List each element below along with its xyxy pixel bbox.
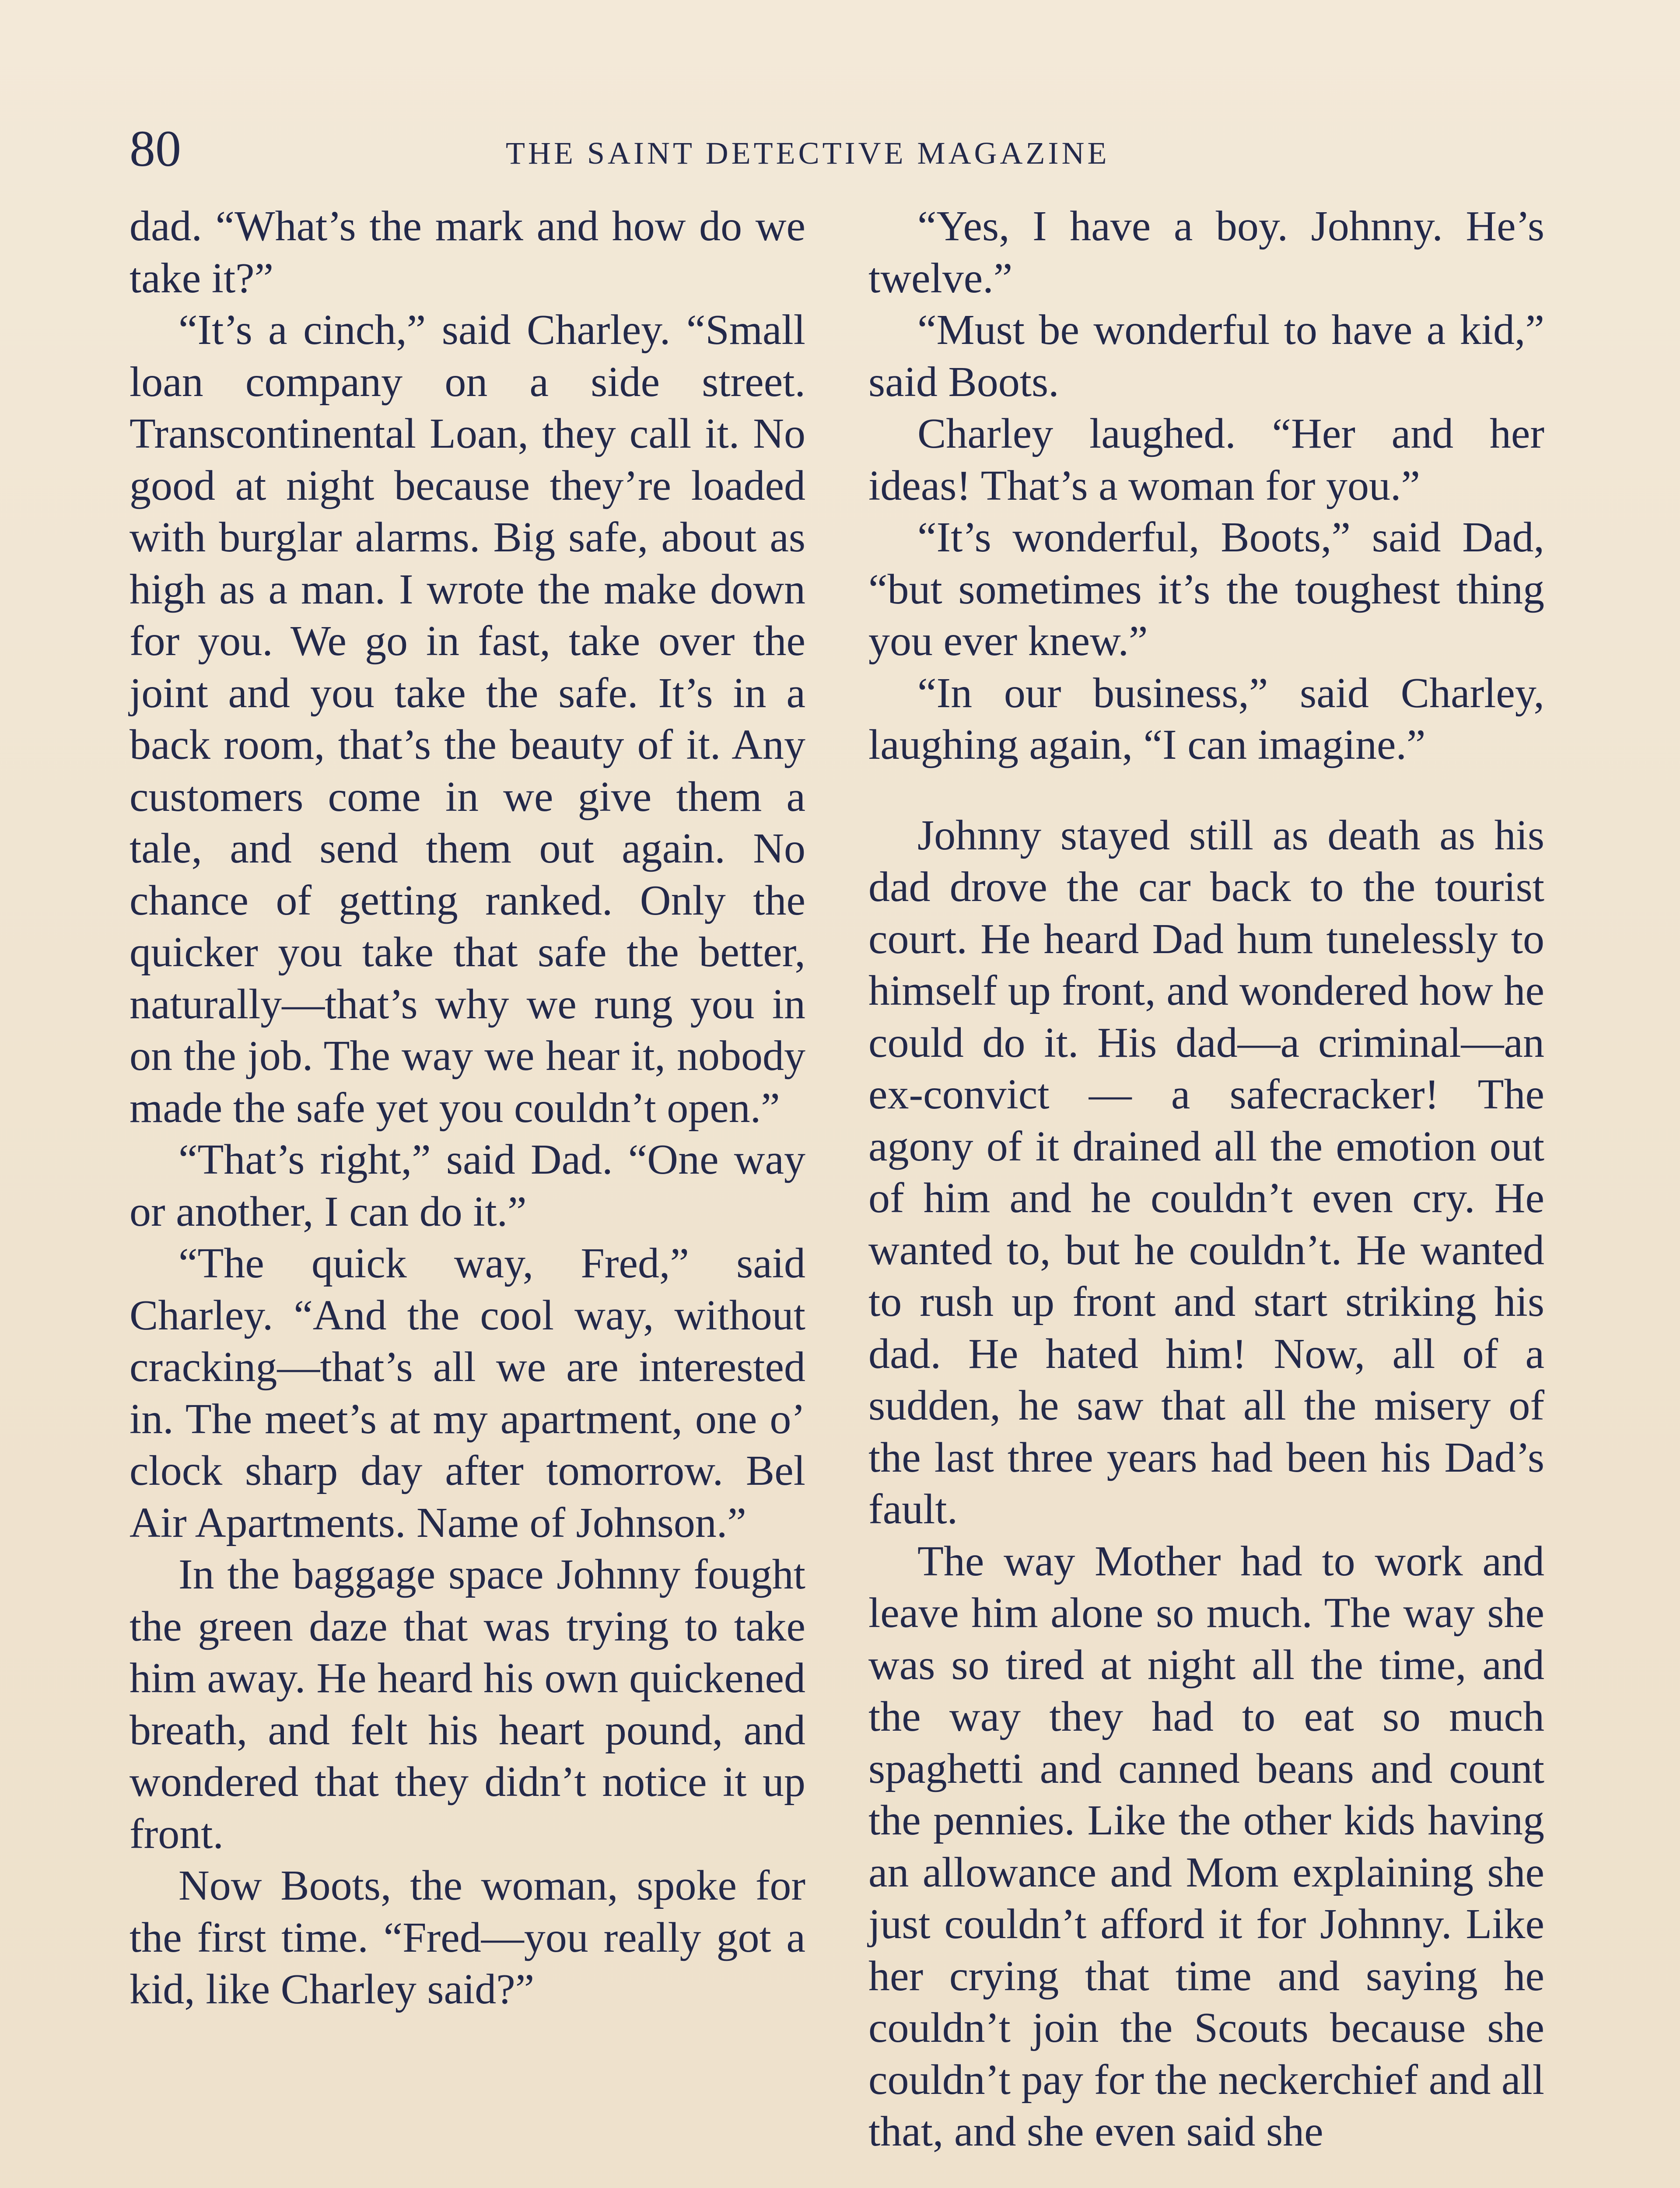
paragraph: “It’s a cinch,” said Charley. “Small loan company on a side street. Transcontinental Loan, they call it. No good at night because they’re loaded with burglar alarms. Big safe, about as high as a man. I wrote the make down for you. We go in fast, take over the joint and you take the safe. It’s in a back room, that’s the beauty of it. Any customers come in we give them a tale, and send them out again. No chance of getting ranked. Only the quicker you take that safe the better, naturally—that’s why we rung you in on the job. The way we hear it, nobody made the safe yet you couldn’t open.” [130, 306, 805, 1132]
paragraph: “The quick way, Fred,” said Charley. “And the cool way, without cracking—that’s all we are interested in. The meet’s at my apartment, one o’ clock sharp day after tomorrow. Bel Air Apartments. Name of Johnson.” [130, 1240, 805, 1546]
paragraph: “Must be wonderful to have a kid,” said Boots. [868, 306, 1544, 406]
paragraph: “It’s wonderful, Boots,” said Dad, “but sometimes it’s the toughest thing you ever knew.” [868, 514, 1544, 665]
paragraph: “Yes, I have a boy. Johnny. He’s twelve.” [868, 203, 1544, 302]
page-number: 80 [130, 120, 181, 177]
paragraph: Charley laughed. “Her and her ideas! That’s a woman for you.” [868, 410, 1544, 509]
paragraph: Now Boots, the woman, spoke for the first time. “Fred—you really got a kid, like Charley said?” [130, 1862, 805, 2013]
paragraph: “That’s right,” said Dad. “One way or another, I can do it.” [130, 1136, 805, 1235]
paragraph: “In our business,” said Charley, laughing again, “I can imagine.” [868, 669, 1544, 768]
paragraph: In the baggage space Johnny fought the green daze that was trying to take him away. He heard his own quickened breath, and felt his heart pound, and wondered that they didn’t notice it up front. [130, 1551, 805, 1858]
page-header [130, 118, 1534, 179]
paragraph: The way Mother had to work and leave him alone so much. The way she was so tired at night all the time, and the way they had to eat so much spaghetti and canned beans and count the pennies. Like the other kids having an allowance and Mom explaining she just couldn’t afford it for Johnny. Like her crying that time and saying he couldn’t join the Scouts because she couldn’t pay for the neckerchief and all that, and she even said she [868, 1537, 1544, 2155]
paragraph: dad. “What’s the mark and how do we take it?” [130, 203, 805, 302]
right-text-column [868, 200, 1544, 2158]
running-title: THE SAINT DETECTIVE MAGAZINE [506, 136, 1110, 171]
left-text-column [130, 200, 805, 2016]
paragraph: Johnny stayed still as death as his dad drove the car back to the tourist court. He heard Dad hum tunelessly to himself up front, and wondered how he could do it. His dad—a criminal—an ex-convict — a safecracker! The agony of it drained all the emotion out of him and he couldn’t even cry. He wanted to, but he couldn’t. He wanted to rush up front and start striking his dad. He hated him! Now, all of a sudden, he saw that all the misery of the last three years had been his Dad’s fault. [868, 811, 1544, 1533]
